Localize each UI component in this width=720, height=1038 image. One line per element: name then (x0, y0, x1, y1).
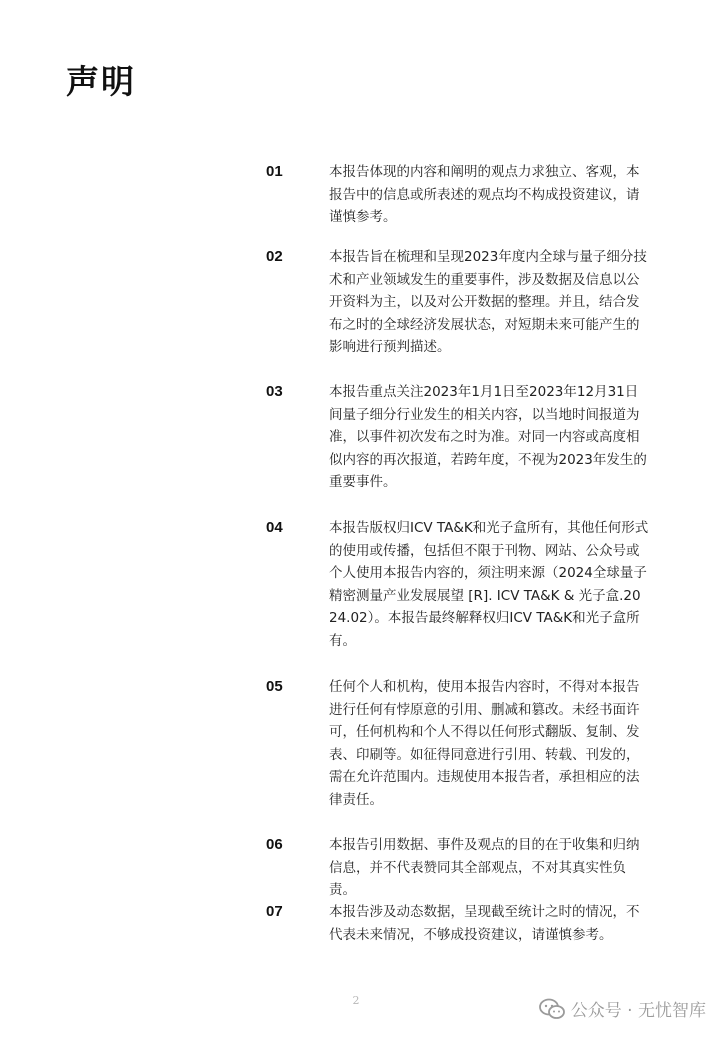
statement-text: 任何个人和机构，使用本报告内容时，不得对本报告进行任何有悖原意的引用、删减和篡改。未经书面许可，任何机构和个人不得以任何形式翻版、复制、发表、印刷等。如征得同意进行引用、转载、刊发的，需在允许范围内。违规使用本报告者，承担相应的法律责任。 (329, 679, 640, 808)
statement-number: 07 (266, 903, 283, 920)
statement-text: 本报告重点关注2023年1月1日至2023年12月31日间量子细分行业发生的相关内容，以当地时间报道为准，以事件初次发布之时为准。对同一内容或高度相似内容的再次报道，若跨年度，不视为2023年发生的重要事件。 (329, 384, 647, 491)
statement-number: 05 (266, 678, 283, 695)
watermark (539, 996, 706, 1021)
statement-text: 本报告旨在梳理和呈现2023年度内全球与量子细分技术和产业领域发生的重要事件，涉及数据及信息以公开资料为主，以及对公开数据的整理。并且，结合发布之时的全球经济发展状态，对短期未来可能产生的影响进行预判描述。 (329, 249, 647, 356)
statement-text: 本报告体现的内容和阐明的观点力求独立、客观，本报告中的信息或所表述的观点均不构成投资建议，请谨慎参考。 (329, 164, 640, 226)
page-number: 2 (352, 994, 360, 1007)
page-title: 声明 (66, 62, 136, 101)
statement-number: 02 (266, 248, 283, 265)
statement-text: 本报告引用数据、事件及观点的目的在于收集和归纳信息，并不代表赞同其全部观点，不对其真实性负责。 (329, 837, 640, 899)
watermark-text: 公众号 · 无忧智库 (570, 1001, 706, 1021)
wechat-icon (539, 998, 565, 1020)
statement-number: 01 (266, 163, 283, 180)
statement-number: 06 (266, 836, 283, 853)
statement-text: 本报告版权归ICV TA&K和光子盒所有，其他任何形式的使用或传播，包括但不限于刊物、网站、公众号或个人使用本报告内容的，须注明来源（2024全球量子精密测量产业发展展望 [R]. ICV TA&K & 光子盒.2024.02）。本报告最终解释权归ICV TA&K和光子盒所有。 (329, 520, 649, 649)
statement-number: 03 (266, 383, 283, 400)
statement-text: 本报告涉及动态数据，呈现截至统计之时的情况，不代表未来情况，不够成投资建议，请谨慎参考。 (329, 904, 640, 943)
statement-number: 04 (266, 519, 283, 536)
